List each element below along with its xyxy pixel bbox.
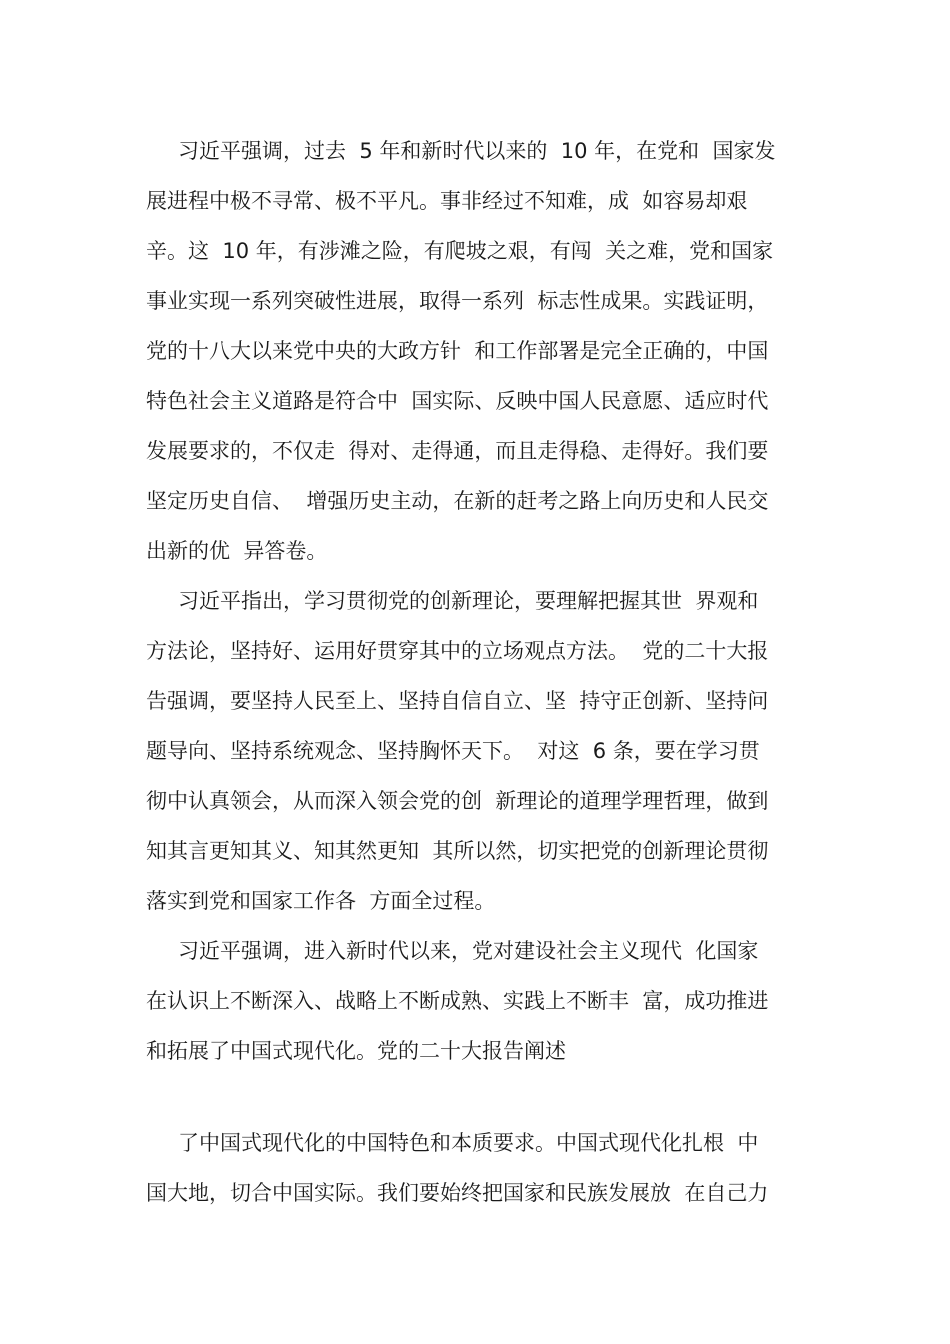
paragraph-1-line-7: 发展要求的，不仅走 得对、走得通，而且走得稳、走得好。我们要 (146, 439, 769, 463)
body-text-block-1 (146, 126, 818, 1076)
paragraph-1-line-1: 习近平强调，过去 5 年和新时代以来的 10 年，在党和 国家发 (178, 139, 776, 163)
paragraph-2-line-2: 方法论，坚持好、运用好贯穿其中的立场观点方法。 党的二十大报 (146, 639, 769, 663)
paragraph-1-line-5: 党的十八大以来党中央的大政方针 和工作部署是完全正确的，中国 (146, 339, 769, 363)
paragraph-2-line-3: 告强调，要坚持人民至上、坚持自信自立、坚 持守正创新、坚持问 (146, 689, 769, 713)
paragraph-1-line-6: 特色社会主义道路是符合中 国实际、反映中国人民意愿、适应时代 (146, 389, 769, 413)
paragraph-2-line-4: 题导向、坚持系统观念、坚持胸怀天下。 对这 6 条，要在学习贯 (146, 739, 760, 763)
body-text-block-2 (146, 1118, 818, 1218)
paragraph-2-line-5: 彻中认真领会，从而深入领会党的创 新理论的道理学理哲理，做到 (146, 789, 769, 813)
paragraph-2-line-1: 习近平指出，学习贯彻党的创新理论，要理解把握其世 界观和 (178, 589, 759, 613)
paragraph-1-line-8: 坚定历史自信、 增强历史主动，在新的赶考之路上向历史和人民交 (146, 489, 769, 513)
paragraph-3-line-2: 在认识上不断深入、战略上不断成熟、实践上不断丰 富，成功推进 (146, 989, 769, 1013)
paragraph-2-line-6: 知其言更知其义、知其然更知 其所以然，切实把党的创新理论贯彻 (146, 839, 769, 863)
paragraph-1-line-2: 展进程中极不寻常、极不平凡。事非经过不知难，成 如容易却艰 (146, 189, 748, 213)
paragraph-3-line-3: 和拓展了中国式现代化。党的二十大报告阐述 (146, 1039, 566, 1063)
paragraph-4-line-2: 国大地，切合中国实际。我们要始终把国家和民族发展放 在自己力 (146, 1181, 769, 1205)
paragraph-1-line-4: 事业实现一系列突破性进展，取得一系列 标志性成果。实践证明， (146, 289, 769, 313)
paragraph-4-line-1: 了中国式现代化的中国特色和本质要求。中国式现代化扎根 中 (178, 1131, 759, 1155)
paragraph-1-line-9: 出新的优 异答卷。 (146, 539, 328, 563)
paragraph-1-line-3: 辛。这 10 年，有涉滩之险，有爬坡之艰，有闯 关之难，党和国家 (146, 239, 774, 263)
paragraph-3-line-1: 习近平强调，进入新时代以来，党对建设社会主义现代 化国家 (178, 939, 759, 963)
paragraph-2-line-7: 落实到党和国家工作各 方面全过程。 (146, 889, 496, 913)
